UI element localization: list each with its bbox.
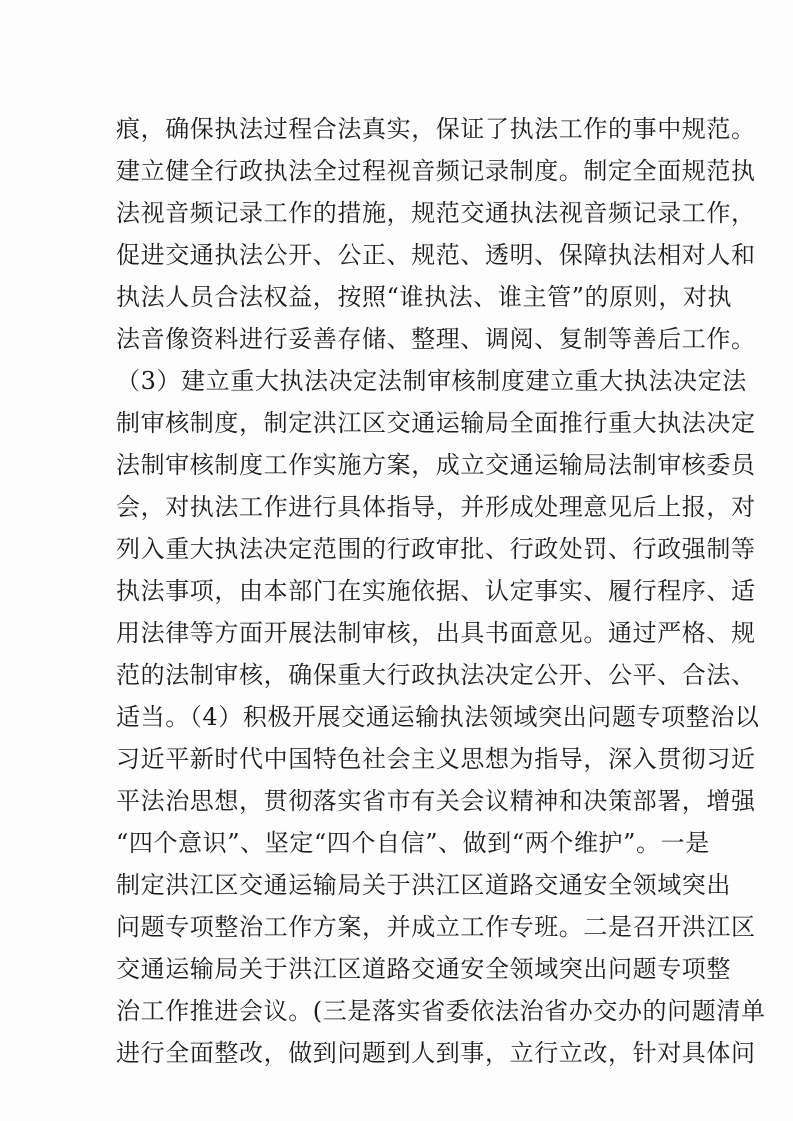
text-line: 列入重大执法决定范围的行政审批、行政处罚、行政强制等 [116,535,756,563]
text-line: 建立健全行政执法全过程视音频记录制度。制定全面规范执 [116,157,756,185]
text-line: 适当。（4）积极开展交通运输执法领域突出问题专项整治以 [116,703,760,731]
text-line: 习近平新时代中国特色社会主义思想为指导，深入贯彻习近 [116,745,756,773]
text-line: 执法人员合法权益，按照“谁执法、谁主管”的原则，对执 [116,283,733,311]
text-line: 制审核制度，制定洪江区交通运输局全面推行重大执法决定 [116,409,756,437]
text-line: 交通运输局关于洪江区道路交通安全领域突出问题专项整 [116,955,731,983]
text-line: 制定洪江区交通运输局关于洪江区道路交通安全领域突出 [116,871,731,899]
text-line: 进行全面整改，做到问题到人到事，立行立改，针对具体问 [116,1039,756,1067]
text-line: 促进交通执法公开、公正、规范、透明、保障执法相对人和 [116,241,756,269]
text-line: 问题专项整治工作方案，并成立工作专班。二是召开洪江区 [116,913,756,941]
text-line: （3）建立重大执法决定法制审核制度建立重大执法决定法 [116,367,747,395]
text-line: 治工作推进会议。(三是落实省委依法治省办交办的问题清单 [116,997,766,1025]
body-text [116,108,766,1074]
text-line: 会，对执法工作进行具体指导，并形成处理意见后上报，对 [116,493,756,521]
text-line: 平法治思想，贯彻落实省市有关会议精神和决策部署，增强 [116,787,756,815]
text-line: 用法律等方面开展法制审核，出具书面意见。通过严格、规 [116,619,756,647]
text-line: “四个意识”、坚定“四个自信”、做到“两个维护”。一是 [116,829,710,857]
text-line: 痕，确保执法过程合法真实，保证了执法工作的事中规范。 [116,115,756,143]
text-line: 执法事项，由本部门在实施依据、认定事实、履行程序、适 [116,577,756,605]
text-line: 范的法制审核，确保重大行政执法决定公开、公平、合法、 [116,661,756,689]
text-line: 法视音频记录工作的措施，规范交通执法视音频记录工作， [116,199,756,227]
text-line: 法音像资料进行妥善存储、整理、调阅、复制等善后工作。 [116,325,756,353]
text-line: 法制审核制度工作实施方案，成立交通运输局法制审核委员 [116,451,756,479]
